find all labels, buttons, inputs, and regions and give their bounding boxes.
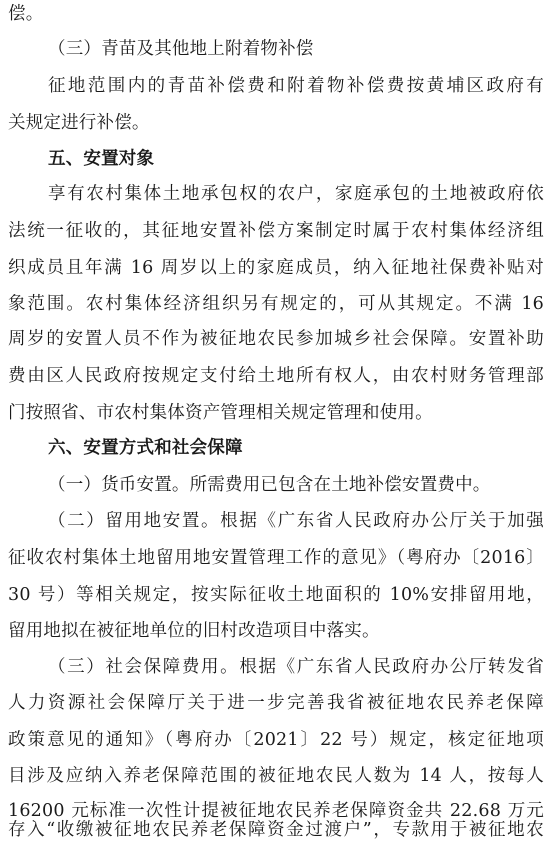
paragraph-line: 费由区人民政府按规定支付给土地所有权人，由农村财务管理部 (8, 366, 544, 386)
paragraph-line: （二）留用地安置。根据《广东省人民政府办公厅关于加强 (48, 511, 544, 531)
paragraph-line: （三）社会保障费用。根据《广东省人民政府办公厅转发省 (48, 657, 544, 677)
paragraph-line: 征收农村集体土地留用地安置管理工作的意见》（粤府办〔2016〕 (8, 548, 544, 568)
paragraph-line: 存入“收缴被征地农民养老保障资金过渡户”，专款用于被征地农 (8, 820, 544, 840)
text-line: 偿。 (8, 4, 44, 24)
paragraph-line: 织成员且年满 16 周岁以上的家庭成员，纳入征地社保费补贴对 (8, 258, 544, 278)
section-heading: 五、安置对象 (48, 149, 155, 169)
paragraph-line: 16200 元标准一次性计提被征地农民养老保障资金共 22.68 万元 (8, 801, 544, 821)
subheading-line: （三）青苗及其他地上附着物补偿 (48, 39, 314, 59)
paragraph-line: 征地范围内的青苗补偿费和附着物补偿费按黄埔区政府有 (48, 76, 544, 96)
paragraph-line: 法统一征收的，其征地安置补偿方案制定时属于农村集体经济组 (8, 221, 544, 241)
paragraph-line: （一）货币安置。所需费用已包含在土地补偿安置费中。 (48, 475, 491, 495)
paragraph-line: 人力资源社会保障厅关于进一步完善我省被征地农民养老保障 (8, 693, 544, 713)
paragraph-line: 门按照省、市农村集体资产管理相关规定管理和使用。 (8, 403, 433, 423)
paragraph-line: 享有农村集体土地承包权的农户，家庭承包的土地被政府依 (48, 184, 544, 204)
section-heading: 六、安置方式和社会保障 (48, 438, 243, 458)
paragraph-line: 周岁的安置人员不作为被征地农民参加城乡社会保障。安置补助 (8, 329, 544, 349)
paragraph-line: 目涉及应纳入养老保障范围的被征地农民人数为 14 人，按每人 (8, 766, 544, 786)
paragraph-line: 留用地拟在被征地单位的旧村改造项目中落实。 (8, 621, 380, 641)
paragraph-line: 30 号）等相关规定，按实际征收土地面积的 10%安排留用地， (8, 585, 544, 605)
paragraph-line: 关规定进行补偿。 (8, 113, 150, 133)
paragraph-line: 象范围。农村集体经济组织另有规定的，可从其规定。不满 16 (8, 294, 544, 314)
paragraph-line: 政策意见的通知》（粤府办〔2021〕22 号）规定，核定征地项 (8, 730, 544, 750)
